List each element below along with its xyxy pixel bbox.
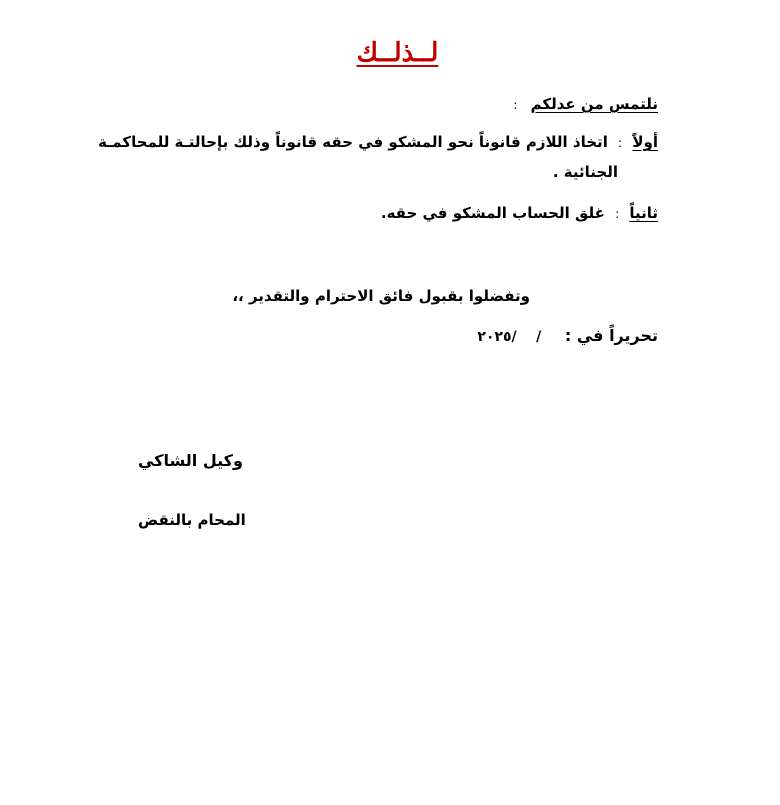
closing-line: وتفضلوا بقبول فائق الاحترام والتقدير ،، (232, 287, 530, 305)
item1-colon: : (618, 136, 623, 150)
request-colon: : (513, 98, 518, 112)
item2-label: ثانياً (629, 204, 658, 222)
request-line (513, 95, 658, 113)
item2-colon: : (615, 207, 620, 221)
signature-title: وكيل الشاكي (138, 451, 243, 470)
item1-line1 (98, 133, 658, 151)
request-text: نلتمس من عدلكم (530, 95, 658, 113)
date-label: تحريراً في : (564, 326, 658, 345)
date-value: / /٢٠٢٥ (477, 329, 542, 345)
item1-text-line1: اتخاذ اللازم قانوناً نحو المشكو في حقه قانوناً وذلك بإحالتـة للمحاكمـة (98, 133, 608, 151)
date-line (477, 326, 658, 345)
signature-name: المحام بالنقض (138, 511, 246, 529)
item1-label: أولاً (632, 133, 658, 151)
document-heading: لــذلــك (356, 38, 439, 68)
item2-line (381, 204, 658, 222)
item1-line2 (553, 163, 618, 181)
item2-text: غلق الحساب المشكو في حقه. (380, 204, 605, 222)
item1-text-line2: الجنائية . (552, 163, 618, 181)
